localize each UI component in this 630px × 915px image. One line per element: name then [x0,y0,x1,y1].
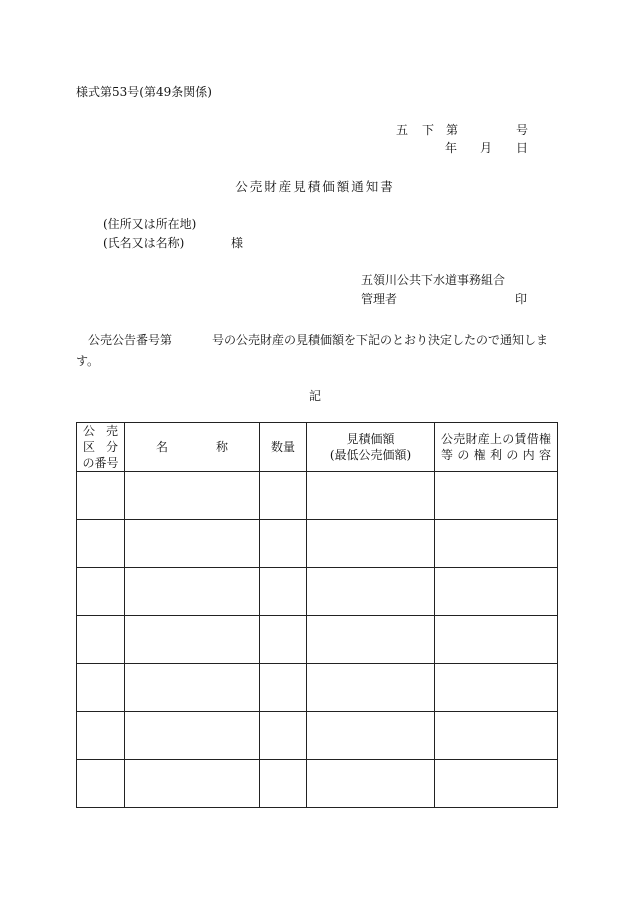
header-rights-line1: 公売財産上の賃借権 [441,432,551,446]
cell-quantity[interactable] [260,664,307,712]
document-title: 公売財産見積価額通知書 [235,179,395,194]
date-line [440,142,528,156]
cell-rights[interactable] [435,664,558,712]
cell-kubun[interactable] [77,712,125,760]
table-row [77,616,558,664]
header-estimate [307,423,435,472]
cell-name[interactable] [125,664,260,712]
reference-sub: 下 [422,123,435,137]
cell-quantity[interactable] [260,760,307,808]
date-month: 月 [480,141,493,155]
cell-rights[interactable] [435,472,558,520]
notice-body-before: 公売公告番号第 [88,333,173,347]
table-row [77,520,558,568]
cell-estimate[interactable] [307,472,435,520]
cell-quantity[interactable] [260,712,307,760]
cell-estimate[interactable] [307,664,435,712]
cell-estimate[interactable] [307,760,435,808]
cell-estimate[interactable] [307,616,435,664]
reference-dai: 第 [446,123,459,137]
header-kubun-line3: の番号 [82,456,119,470]
cell-rights[interactable] [435,568,558,616]
header-estimate-line2: (最低公売価額) [329,448,412,462]
cell-quantity[interactable] [260,472,307,520]
cell-name[interactable] [125,568,260,616]
cell-name[interactable] [125,472,260,520]
header-kubun-line2: 区 分 [83,440,118,454]
cell-estimate[interactable] [307,520,435,568]
notice-body [76,330,552,372]
cell-kubun[interactable] [77,472,125,520]
header-name [125,423,260,472]
header-rights-line2: 等の権利の内容 [441,448,551,462]
cell-quantity[interactable] [260,616,307,664]
cell-kubun[interactable] [77,760,125,808]
property-table [76,422,558,808]
date-day: 日 [516,141,529,155]
issuer-role: 管理者 [361,292,398,306]
issuer-organization: 五領川公共下水道事務組合 [361,273,506,287]
table-row [77,568,558,616]
reference-number-line [396,124,528,138]
header-kubun-line1: 公 売 [83,424,118,438]
addressee-name-label: (氏名又は名称) [103,236,185,250]
issuer-seal: 印 [515,292,528,306]
table-header-row [77,423,558,472]
table-row [77,664,558,712]
cell-rights[interactable] [435,520,558,568]
cell-name[interactable] [125,520,260,568]
header-name-a: 名 [155,440,168,454]
cell-kubun[interactable] [77,520,125,568]
form-number: 様式第53号(第49条関係) [76,85,212,99]
cell-rights[interactable] [435,616,558,664]
header-rights [435,423,558,472]
cell-quantity[interactable] [260,520,307,568]
cell-estimate[interactable] [307,568,435,616]
cell-quantity[interactable] [260,568,307,616]
cell-rights[interactable] [435,712,558,760]
header-kubun [77,423,125,472]
cell-name[interactable] [125,760,260,808]
table-row [77,760,558,808]
table-row [77,472,558,520]
ki-label: 記 [308,389,321,403]
notice-body-after: 号の公売財産の見積価額を下記のとおり決定したので通知します。 [76,333,549,368]
reference-prefix: 五 [396,123,409,137]
header-name-b: 称 [216,440,229,454]
header-quantity: 数量 [260,423,307,472]
cell-name[interactable] [125,712,260,760]
addressee-honorific: 様 [231,236,244,250]
cell-kubun[interactable] [77,664,125,712]
reference-go: 号 [516,123,529,137]
table-row [77,712,558,760]
cell-kubun[interactable] [77,568,125,616]
date-year: 年 [445,141,458,155]
cell-kubun[interactable] [77,616,125,664]
cell-rights[interactable] [435,760,558,808]
cell-estimate[interactable] [307,712,435,760]
cell-name[interactable] [125,616,260,664]
header-estimate-line1: 見積価額 [346,432,395,446]
addressee-address-label: (住所又は所在地) [103,217,197,231]
